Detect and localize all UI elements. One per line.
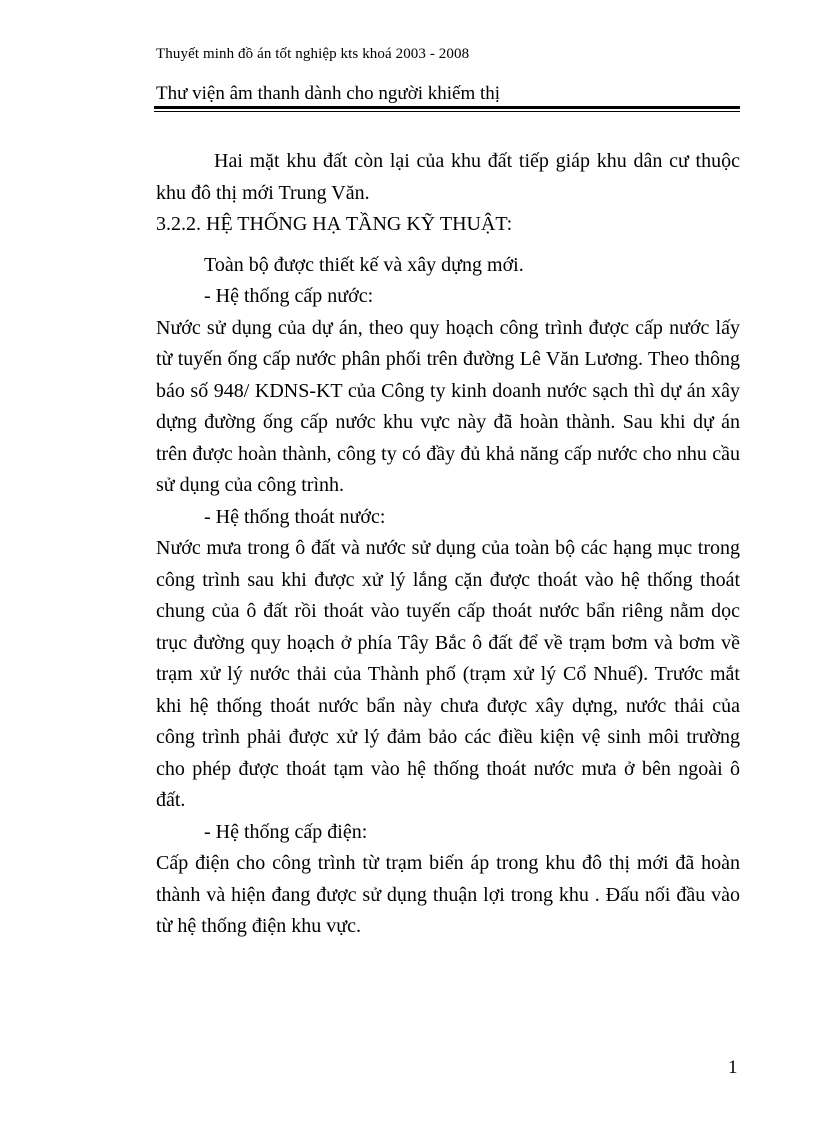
water-supply-title: - Hệ thống cấp nước: <box>204 285 374 307</box>
drainage-paragraph: Nước mưa trong ô đất và nước sử dụng của toàn bộ các hạng mục trong công trình sau khi được xử lý lắng cặn được thoát vào hệ thống thoát chung của ô đất rồi thoát vào tuyến cấp thoát nước bẩn riêng nằm dọc trục đường quy hoạch ở phía Tây Bắc ô đất để về trạm bơm và bơm về trạm xử lý nước thải của Thành phố (trạm xử lý Cổ Nhuế). Trước mắt khi hệ thống thoát nước bẩn này chưa được xây dựng, nước thải của công trình phải được xử lý đảm bảo các điều kiện vệ sinh môi trường cho phép được thoát tạm vào hệ thống thoát nước mưa ở bên ngoài ô đất. <box>156 537 740 811</box>
power-title: - Hệ thống cấp điện: <box>204 820 368 843</box>
page-number: 1 <box>728 1057 738 1078</box>
header-rule-thin <box>154 111 740 112</box>
drainage-title: - Hệ thống thoát nước: <box>204 505 386 528</box>
power-paragraph: Cấp điện cho công trình từ trạm biến áp trong khu đô thị mới đã hoàn thành và hiện đang được sử dụng thuận lợi trong khu . Đấu nối đầu vào từ hệ thống điện khu vực. <box>156 852 740 937</box>
water-supply-paragraph: Nước sử dụng của dự án, theo quy hoạch công trình được cấp nước lấy từ tuyến ống cấp nước phân phối trên đường Lê Văn Lương. Theo thông báo số 948/ KDNS-KT của Công ty kinh doanh nước sạch thì dự án xây dựng đường ống cấp nước khu vực này đã hoàn thành. Sau khi dự án trên được hoàn thành, công ty có đầy đủ khả năng cấp nước cho nhu cầu sử dụng của công trình. <box>156 316 740 496</box>
intro-paragraph: Hai mặt khu đất còn lại của khu đất tiếp giáp khu dân cư thuộc khu đô thị mới Trung Văn. <box>156 150 740 204</box>
header-document-title: Thuyết minh đồ án tốt nghiệp kts khoá 2003 - 2008 <box>156 46 470 62</box>
overview-paragraph: Toàn bộ được thiết kế và xây dựng mới. <box>204 253 524 276</box>
header-project-title: Thư viện âm thanh dành cho người khiếm thị <box>156 83 501 104</box>
header-rule-thick <box>154 106 740 109</box>
section-heading: 3.2.2. HỆ THỐNG HẠ TẦNG KỸ THUẬT: <box>156 213 513 235</box>
document-body <box>156 146 740 943</box>
